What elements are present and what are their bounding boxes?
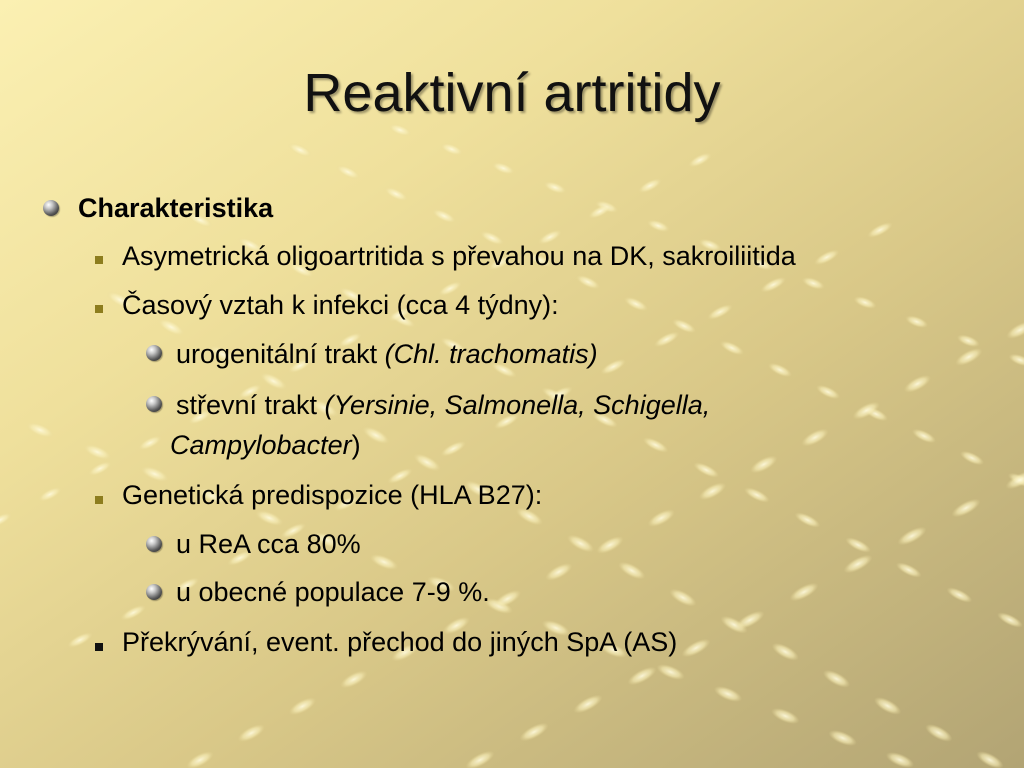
urogenital-text: urogenitální trakt: [176, 339, 385, 369]
sphere-bullet-icon: [146, 345, 162, 361]
intestinal-pathogen-campylobacter: Campylobacter: [170, 430, 352, 460]
slide-title: Reaktivní artritidy: [303, 63, 721, 123]
sphere-bullet-icon: [146, 584, 162, 600]
square-bullet-icon: [95, 305, 103, 313]
urogenital-pathogen: (Chl. trachomatis): [384, 339, 598, 369]
section-heading: Charakteristika: [78, 193, 274, 223]
subbullet-population: u obecné populace 7-9 %.: [176, 577, 490, 607]
sphere-bullet-icon: [146, 536, 162, 552]
subbullet-rea: u ReA cca 80%: [176, 529, 361, 559]
sphere-bullet-icon: [43, 200, 59, 216]
subbullet-urogenital: [176, 338, 598, 370]
subbullet-intestinal: [176, 389, 710, 421]
bullet-time-relation: Časový vztah k infekci (cca 4 týdny):: [122, 290, 559, 320]
subbullet-intestinal-continued: [170, 429, 361, 461]
square-bullet-icon: [95, 643, 103, 651]
bullet-asymmetric: Asymetrická oligoartritida s převahou na DK, sakroiliitida: [122, 241, 796, 271]
square-bullet-icon: [95, 496, 103, 504]
bullet-genetic: Genetická predispozice (HLA B27):: [122, 480, 543, 510]
sphere-bullet-icon: [146, 396, 162, 412]
intestinal-text: střevní trakt: [176, 390, 325, 420]
intestinal-pathogens: (Yersinie, Salmonella, Schigella,: [324, 390, 711, 420]
square-bullet-icon: [95, 256, 103, 264]
closing-parenthesis: ): [351, 430, 361, 460]
bullet-overlap: Překrývání, event. přechod do jiných SpA (AS): [122, 627, 678, 657]
